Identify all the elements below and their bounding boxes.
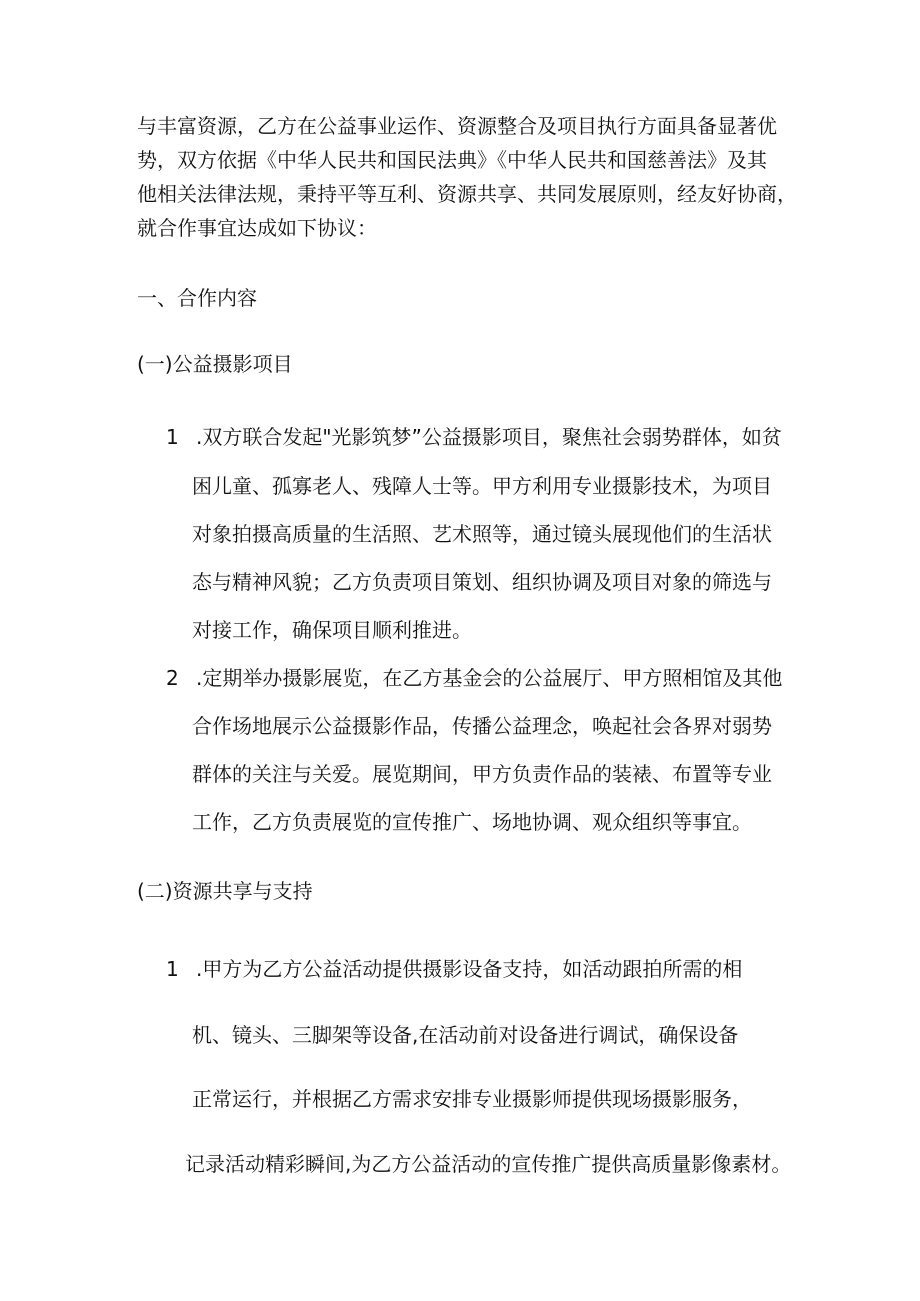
- item2-number: 2: [166, 666, 179, 690]
- intro-line-2: 势，双方依据《中华人民共和国民法典》《中华人民共和国慈善法》及其: [137, 148, 767, 172]
- intro-line-1: 与丰富资源，乙方在公益事业运作、资源整合及项目执行方面具备显著优: [137, 114, 777, 138]
- item3-line-1: .甲方为乙方公益活动提供摄影设备支持，如活动跟拍所需的相: [196, 957, 743, 981]
- item3-line-4: 记录活动精彩瞬间,为乙方公益活动的宣传推广提供高质量影像素材。: [185, 1152, 792, 1176]
- item3-line-2: 机、镜头、三脚架等设备,在活动前对设备进行调试，确保设备: [192, 1023, 739, 1047]
- subheading-photography-project: (一)公益摄影项目: [137, 352, 293, 376]
- item3-number: 1: [166, 957, 179, 981]
- item3-line-3: 正常运行，并根据乙方需求安排专业摄影师提供现场摄影服务，: [192, 1087, 752, 1111]
- item2-line-1: .定期举办摄影展览，在乙方基金会的公益展厅、甲方照相馆及其他: [196, 666, 783, 690]
- item2-line-4: 工作，乙方负责展览的宣传推广、场地协调、观众组织等事宜。: [192, 810, 752, 834]
- item2-line-3: 群体的关注与关爱。展览期间，甲方负责作品的装裱、布置等专业: [192, 762, 772, 786]
- item2-block: [166, 664, 782, 692]
- item1-line-5: 对接工作，确保项目顺利推进。: [192, 618, 472, 642]
- item1-line-4: 态与精神风貌；乙方负责项目策划、组织协调及项目对象的筛选与: [192, 570, 772, 594]
- item1-block: [166, 423, 782, 451]
- intro-line-4: 就合作事宜达成如下协议：: [137, 216, 377, 240]
- item2-line-2: 合作场地展示公益摄影作品，传播公益理念，唤起社会各界对弱势: [192, 714, 772, 738]
- intro-line-3: 他相关法律法规，秉持平等互利、资源共享、共同发展原则，经友好协商，: [137, 182, 797, 206]
- item1-line-2: 困儿童、孤寡老人、残障人士等。甲方利用专业摄影技术，为项目: [192, 474, 772, 498]
- item1-line-1: .双方联合发起"光影筑梦”公益摄影项目，聚焦社会弱势群体，如贫: [196, 425, 782, 449]
- subheading-resource-sharing: (二)资源共享与支持: [137, 879, 313, 903]
- item1-number: 1: [166, 425, 179, 449]
- item3-block: [166, 955, 742, 983]
- item1-line-3: 对象拍摄高质量的生活照、艺术照等，通过镜头展现他们的生活状: [192, 522, 772, 546]
- section-heading-cooperation: 一、合作内容: [137, 286, 257, 310]
